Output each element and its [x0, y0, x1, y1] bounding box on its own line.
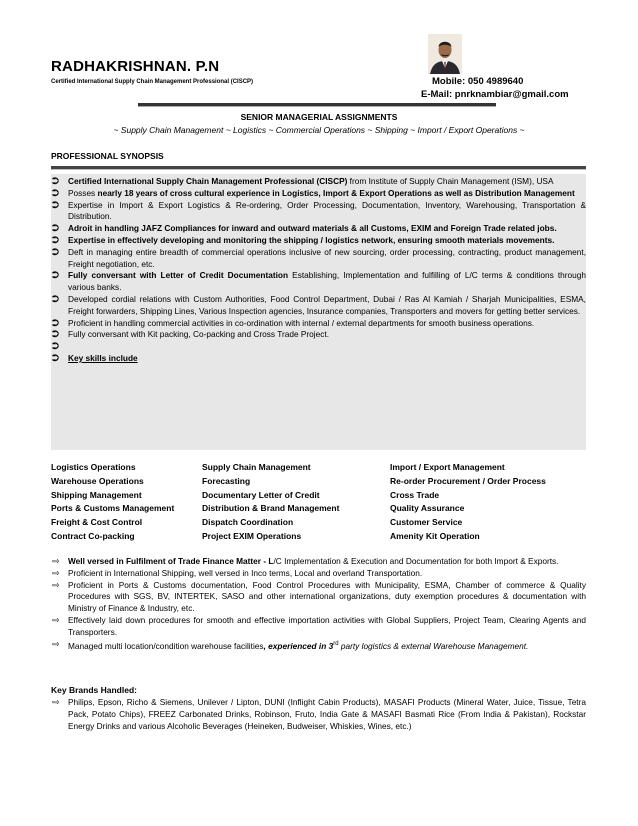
- achievement-text: Proficient in International Shipping, well versed in Inco terms, Local and overland Transportation.: [68, 567, 423, 578]
- synopsis-item: [51, 270, 586, 294]
- key-skills-heading: Key skills include: [68, 352, 138, 363]
- arrow-right-icon: ⇨: [52, 697, 60, 707]
- assignment-title: SENIOR MANAGERIAL ASSIGNMENTS: [240, 112, 398, 122]
- brands-heading: Key Brands Handled:: [51, 685, 137, 695]
- synopsis-item-text: from Institute of Supply Chain Management (ISM), USA: [347, 176, 554, 186]
- arrow-bullet-icon: ⮊: [52, 234, 59, 245]
- skill-cell: Documentary Letter of Credit: [202, 489, 320, 500]
- achievement-bold: Well versed in Fulfilment of Trade Finance Matter - L: [68, 556, 274, 566]
- skills-row: [51, 503, 591, 517]
- skill-cell: Forecasting: [202, 475, 251, 486]
- skill-cell: Quality Assurance: [390, 503, 465, 514]
- achievement-item: [51, 615, 586, 639]
- synopsis-item-bold: nearly 18 years of cross cultural experience in Logistics, Import & Export Operations as well as Distribution Management: [97, 187, 575, 198]
- synopsis-item: [51, 176, 586, 188]
- arrow-bullet-icon: ⮊: [52, 176, 59, 186]
- skill-cell: Supply Chain Management: [202, 462, 311, 472]
- arrow-bullet-icon: ⮊: [52, 270, 59, 281]
- achievement-italic: party logistics & external Warehouse Management.: [338, 640, 529, 651]
- skills-row: [51, 490, 591, 504]
- skills-table: [51, 462, 591, 545]
- arrow-bullet-icon: ⮊: [52, 199, 59, 210]
- ordinal-superscript: rd: [333, 640, 339, 647]
- synopsis-item: [51, 341, 586, 353]
- skills-row: [51, 476, 591, 490]
- synopsis-heading: PROFESSIONAL SYNOPSIS: [51, 151, 164, 161]
- arrow-bullet-icon: ⮊: [52, 293, 59, 304]
- skill-cell: Ports & Customs Management: [51, 503, 175, 514]
- synopsis-item: [51, 318, 586, 330]
- certification-subtitle: Certified International Supply Chain Management Professional (CISCP): [51, 79, 254, 85]
- achievement-item: [51, 556, 586, 568]
- profile-photo-icon: [428, 34, 462, 74]
- synopsis-list: [51, 176, 586, 365]
- synopsis-item: [51, 247, 586, 271]
- skill-cell: Logistics Operations: [51, 462, 136, 472]
- synopsis-item: [51, 294, 586, 318]
- achievement-item: [51, 580, 586, 615]
- arrow-bullet-icon: ⮊: [52, 246, 59, 257]
- synopsis-item-bold: Adroit in handling JAFZ Compliances for inward and outward materials & all Customs, EXIM and Foreign Trade related jobs.: [68, 223, 557, 234]
- synopsis-item-text: Developed cordial relations with Custom Authorities, Food Control Department, Dubai / Ras Al Kamiah / Sharjah Municipalities, ESMA, Freight forwarders, Shipping Lines, Various Inspection agencies, Insurance companies, Transporters and movers for getting better services.: [68, 293, 586, 316]
- synopsis-item: [51, 223, 586, 235]
- skill-cell: Customer Service: [390, 517, 463, 528]
- header-divider-shadow: [138, 106, 496, 107]
- profile-photo: [428, 34, 462, 74]
- synopsis-item-text: Deft in managing entire breadth of commercial operations inclusive of new sourcing, order processing, contracting, product management, Freight negotiation, etc.: [68, 246, 586, 269]
- brands-item: [51, 697, 586, 732]
- arrow-bullet-icon: ⮊: [52, 352, 59, 363]
- skill-cell: Distribution & Brand Management: [202, 503, 340, 514]
- skill-cell: Shipping Management: [51, 489, 142, 500]
- arrow-bullet-icon: ⮊: [52, 317, 59, 328]
- synopsis-item-bold: Expertise in effectively developing and monitoring the shipping / logistics network, ensuring smooth materials movements.: [68, 234, 555, 245]
- achievement-text: Proficient in Ports & Customs documentation, Food Control Procedures with Municipality, ESMA, Chamber of commerce & Quality Procedures with SGS, BV, INTERTEK, SASO and other international organizations, duty exemption procedures & documentation with Ministry of Finance & Industry, etc.: [68, 579, 586, 614]
- skill-cell: Dispatch Coordination: [202, 517, 294, 528]
- arrow-bullet-icon: ⮊: [52, 187, 59, 198]
- arrow-bullet-icon: ⮊: [52, 329, 59, 340]
- synopsis-item-text: Expertise in Import & Export Logistics & Re-ordering, Order Processing, Documentation, Inventory, Warehousing, Transportation & Distribution.: [68, 199, 586, 222]
- synopsis-item-text: Establishing, Implementation and fulfilling of L/C terms & conditions through various banks.: [68, 270, 586, 293]
- synopsis-item: [51, 353, 586, 365]
- synopsis-item-bold: Certified International Supply Chain Management Professional (CISCP): [68, 176, 348, 186]
- achievements-list: [51, 556, 586, 652]
- skills-row: [51, 517, 591, 531]
- achievement-item: [51, 639, 586, 653]
- skill-cell: Project EXIM Operations: [202, 530, 302, 541]
- achievement-item: [51, 568, 586, 580]
- brands-text: Philips, Epson, Richo & Siemens, Unilever / Lipton, DUNI (Inflight Cabin Products), MASAFI Products (Mineral Water, Juice, Tissue, Tetra Pack, Potato Chips), FREEZ Carbonated Drinks, Robinson, Fruto, India Gate & MASAFI Basmati Rice (From India & Pakistan), Rockstar Energy Drinks and various Alcoholic Beverages (Heineken, Budweiser, Whiskies, Wines, etc.): [68, 697, 586, 731]
- synopsis-item-text: Proficient in handling commercial activities in co-ordination with internal / external departments for smooth business operations.: [68, 317, 535, 328]
- skill-cell: Import / Export Management: [390, 462, 505, 472]
- achievement-italic: , experienced in 3: [263, 640, 334, 651]
- achievement-text: Managed multi location/condition warehouse facilities: [68, 640, 264, 651]
- synopsis-item: [51, 329, 586, 341]
- skill-cell: Re-order Procurement / Order Process: [390, 475, 546, 486]
- achievement-text: /C Implementation & Execution and Documentation for both Import & Exports.: [273, 556, 559, 566]
- email-address: E-Mail: pnrknambiar@gmail.com: [421, 89, 569, 100]
- achievement-text: Effectively laid down procedures for smooth and effective importation activities with Global Suppliers, Project Team, Clearing Agents and Transporters.: [68, 614, 586, 637]
- skills-row: [51, 531, 591, 545]
- skill-cell: Amenity Kit Operation: [390, 530, 480, 541]
- synopsis-item: [51, 200, 586, 224]
- skill-cell: Contract Co-packing: [51, 530, 135, 541]
- synopsis-item-text: Fully conversant with Kit packing, Co-packing and Cross Trade Project.: [68, 329, 330, 340]
- arrow-right-icon: ⇨: [52, 556, 60, 566]
- synopsis-item: [51, 188, 586, 200]
- arrow-bullet-icon: ⮊: [52, 341, 59, 352]
- arrow-right-icon: ⇨: [52, 579, 60, 590]
- assignment-tagline: ~ Supply Chain Management ~ Logistics ~ Commercial Operations ~ Shipping ~ Import / Export Operations ~: [113, 125, 525, 135]
- synopsis-item-prefix: Posses: [68, 187, 98, 198]
- arrow-right-icon: ⇨: [52, 638, 60, 649]
- skill-cell: Warehouse Operations: [51, 475, 144, 486]
- synopsis-divider-shadow: [51, 169, 586, 170]
- synopsis-item: [51, 235, 586, 247]
- arrow-bullet-icon: ⮊: [52, 223, 59, 234]
- arrow-right-icon: ⇨: [52, 567, 60, 578]
- candidate-name: RADHAKRISHNAN. P.N: [51, 58, 220, 75]
- brands-list: [51, 697, 586, 732]
- arrow-right-icon: ⇨: [52, 614, 60, 625]
- skill-cell: Cross Trade: [390, 489, 440, 500]
- skills-row: [51, 462, 591, 476]
- mobile-number: Mobile: 050 4989640: [432, 76, 524, 87]
- synopsis-item-bold: Fully conversant with Letter of Credit Documentation: [68, 270, 289, 281]
- skill-cell: Freight & Cost Control: [51, 517, 143, 528]
